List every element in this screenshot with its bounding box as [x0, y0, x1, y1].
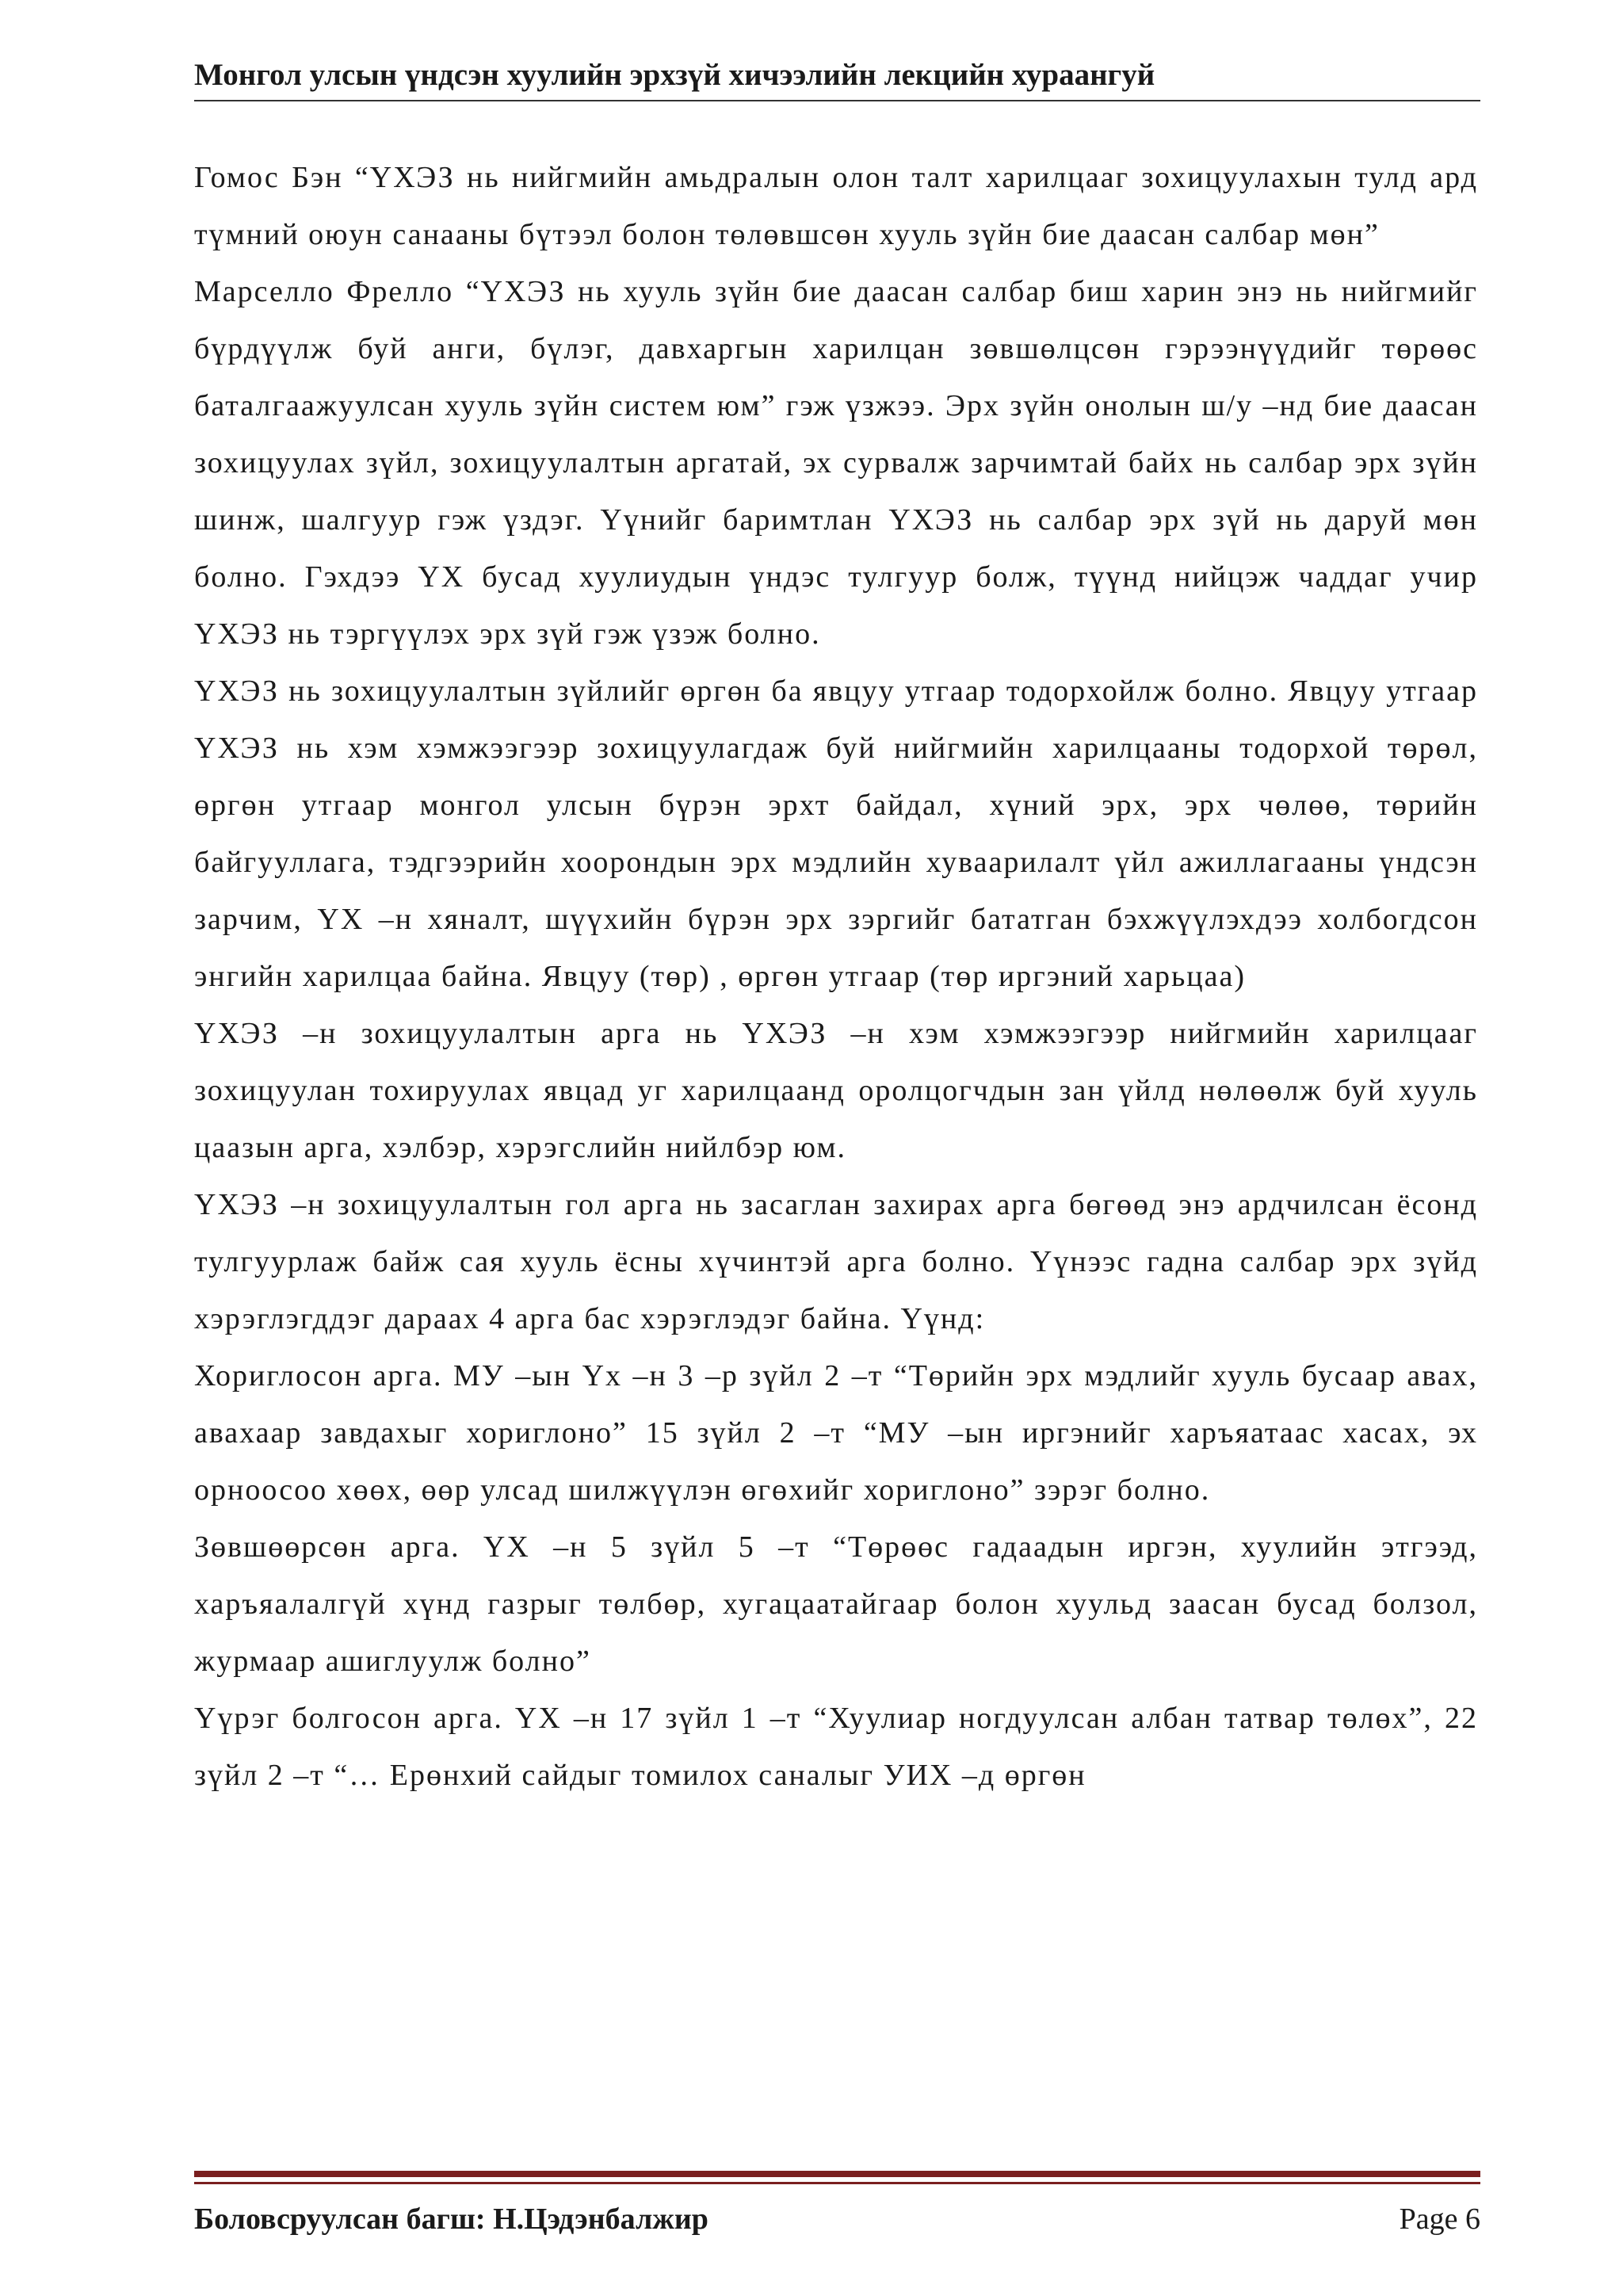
- footer-author: Боловсруулсан багш: Н.Цэдэнбалжир: [194, 2202, 708, 2236]
- footer-divider-thick: [194, 2171, 1480, 2177]
- paragraph: ҮХЭЗ –н зохицуулалтын арга нь ҮХЭЗ –н хэм хэмжээгээр нийгмийн харилцааг зохицуулан тохируулах явцад уг харилцаанд оролцогчдын зан үйлд нөлөөлж буй хууль цаазын арга, хэлбэр, хэрэгслийн нийлбэр юм.: [194, 1017, 1478, 1164]
- page-header: [194, 57, 1480, 101]
- document-body: [194, 149, 1478, 1804]
- paragraph: Хориглосон арга. МУ –ын Үх –н 3 –р зүйл 2 –т “Төрийн эрх мэдлийг хууль бусаар авах, авахаар завдахыг хориглоно” 15 зүйл 2 –т “МУ –ын иргэнийг харъяатаас хасах, эх орноосоо хөөх, өөр улсад шилжүүлэн өгөхийг хориглоно” зэрэг болно.: [194, 1359, 1478, 1507]
- paragraph: ҮХЭЗ нь зохицуулалтын зүйлийг өргөн ба явцуу утгаар тодорхойлж болно. Явцуу утгаар ҮХЭЗ нь хэм хэмжээгээр зохицуулагдаж буй нийгмийн харилцааны тодорхой төрөл, өргөн утгаар монгол улсын бүрэн эрхт байдал, хүний эрх, эрх чөлөө, төрийн байгууллага, тэдгээрийн хоорондын эрх мэдлийн хуваарилалт үйл ажиллагааны үндсэн зарчим, ҮХ –н хяналт, шүүхийн бүрэн эрх зэргийг бататган бэхжүүлэхдээ холбогдсон энгийн харилцаа байна. Явцуу (төр) , өргөн утгаар (төр иргэний харьцаа): [194, 674, 1478, 993]
- paragraph: Гомос Бэн “ҮХЭЗ нь нийгмийн амьдралын олон талт харилцааг зохицуулахын тулд ард түмний оюун санааны бүтээл болон төлөвшсөн хууль зүйн бие даасан салбар мөн”: [194, 161, 1478, 251]
- header-title: Монгол улсын үндсэн хуулийн эрхзүй хичээлийн лекцийн хураангуй: [194, 58, 1155, 92]
- paragraph: Марселло Фрелло “ҮХЭЗ нь хууль зүйн бие даасан салбар биш харин энэ нь нийгмийг бүрдүүлж буй анги, бүлэг, давхаргын харилцан зөвшөлцсөн гэрээнүүдийг төрөөс баталгаажуулсан хууль зүйн систем юм” гэж үзжээ. Эрх зүйн онолын ш/у –нд бие даасан зохицуулах зүйл, зохицуулалтын аргатай, эх сурвалж зарчимтай байх нь салбар эрх зүйн шинж, шалгуур гэж үздэг. Үүнийг баримтлан ҮХЭЗ нь салбар эрх зүй нь даруй мөн болно. Гэхдээ ҮХ бусад хуулиудын үндэс тулгуур болж, түүнд нийцэж чаддаг учир ҮХЭЗ нь тэргүүлэх эрх зүй гэж үзэж болно.: [194, 275, 1478, 651]
- footer-divider-thin: [194, 2182, 1480, 2184]
- paragraph: Үүрэг болгосон арга. ҮХ –н 17 зүйл 1 –т “Хуулиар ногдуулсан албан татвар төлөх”, 22 зүйл 2 –т “… Ерөнхий сайдыг томилох саналыг УИХ –д өргөн: [194, 1702, 1478, 1792]
- paragraph: Зөвшөөрсөн арга. ҮХ –н 5 зүйл 5 –т “Төрөөс гадаадын иргэн, хуулийн этгээд, харъяалалгүй хүнд газрыг төлбөр, хугацаатайгаар болон хуульд заасан бусад болзол, журмаар ашиглуулж болно”: [194, 1530, 1478, 1678]
- page-number: Page 6: [1399, 2202, 1480, 2236]
- paragraph: ҮХЭЗ –н зохицуулалтын гол арга нь засаглан захирах арга бөгөөд энэ ардчилсан ёсонд тулгуурлаж байж сая хууль ёсны хүчинтэй арга болно. Үүнээс гадна салбар эрх зүйд хэрэглэгддэг дараах 4 арга бас хэрэглэдэг байна. Үүнд:: [194, 1188, 1478, 1335]
